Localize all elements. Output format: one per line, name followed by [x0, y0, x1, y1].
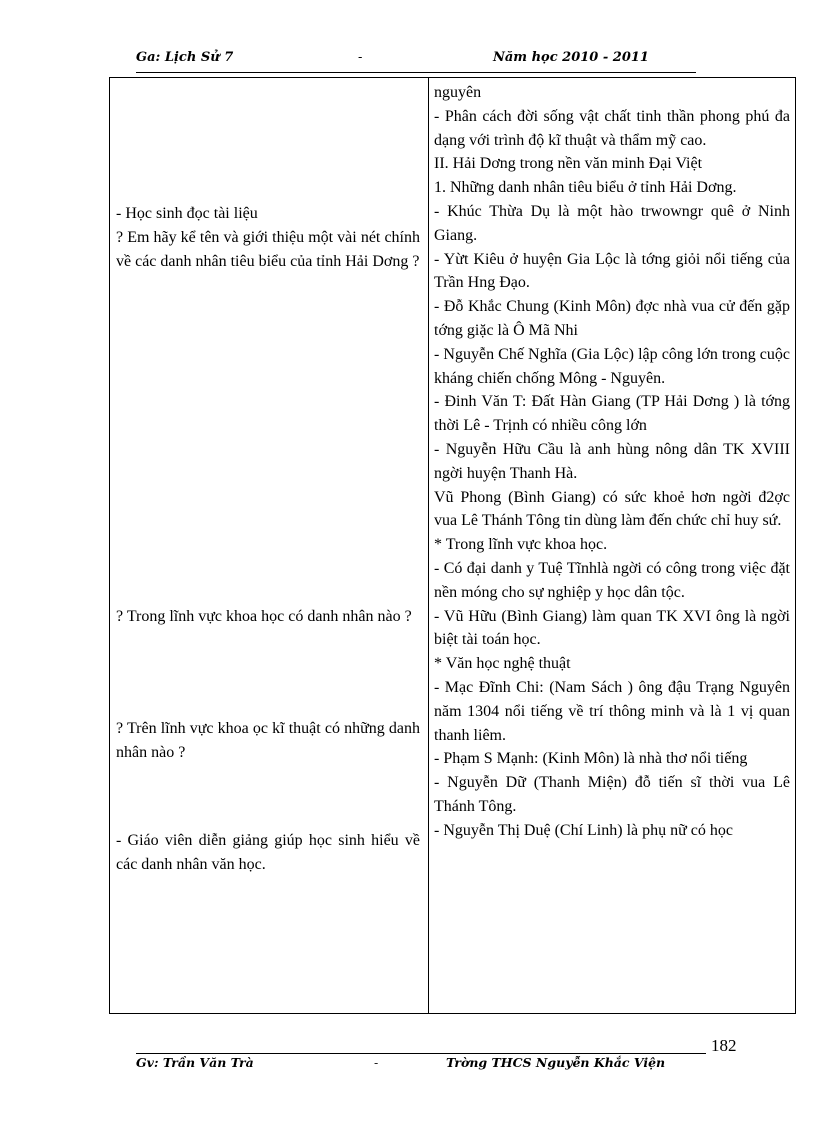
right-item: - Vũ Hữu (Bình Giang) làm quan TK XVI ông là ngời biệt tài toán học. [434, 607, 790, 649]
lesson-table [109, 77, 796, 1014]
right-item: - Khúc Thừa Dụ là một hào trwowngr quê ở Ninh Giang. [434, 202, 790, 244]
right-item: - Nguyễn Dữ (Thanh Miện) đỗ tiến sĩ thời vua Lê Thánh Tông. [434, 774, 790, 815]
left-item-question-science: ? Trong lĩnh vực khoa học có danh nhân nào ? [116, 608, 412, 626]
footer-teacher: Gv: Trần Văn Trà [136, 1055, 254, 1070]
right-item: Vũ Phong (Bình Giang) có sức khoẻ hơn ngời đ2ợc vua Lê Thánh Tông tin dùng làm đến chức chỉ huy sứ. [434, 488, 790, 530]
left-item-question-famous-people: ? Em hãy kể tên và giới thiệu một vài nét chính về các danh nhân tiêu biểu của tỉnh Hải Dơng ? [116, 228, 420, 270]
right-item: - Đỗ Khắc Chung (Kinh Môn) đợc nhà vua cử đến gặp tớng giặc là Ô Mã Nhi [434, 298, 790, 339]
header-separator: - [358, 50, 363, 65]
right-item: - Phạm S Mạnh: (Kinh Môn) là nhà thơ nổi tiếng [434, 750, 748, 768]
right-item: - Nguyễn Thị Duệ (Chí Linh) là phụ nữ có học [434, 821, 733, 839]
right-item-section-heading: II. Hải Dơng trong nền văn minh Đại Việt [434, 155, 703, 173]
right-item: - Nguyễn Chế Nghĩa (Gia Lộc) lập công lớn trong cuộc kháng chiến chống Mông - Nguyên. [434, 345, 790, 387]
right-item: - Đinh Văn T: Đất Hàn Giang (TP Hải Dơng ) là tớng thời Lê - Trịnh có nhiều công lớn [434, 393, 790, 435]
left-item-read-material: - Học sinh đọc tài liệu [116, 205, 258, 222]
page-header [136, 48, 696, 73]
header-subject: Ga: Lịch Sử 7 [136, 50, 234, 65]
right-item: - Mạc Đĩnh Chi: (Nam Sách ) ông đậu Trạng Nguyên năm 1304 nổi tiếng về trí thông minh và là 1 vị quan thanh liêm. [434, 678, 790, 744]
teacher-student-activity-column [116, 202, 420, 876]
header-school-year: Năm học 2010 - 2011 [493, 50, 649, 65]
right-item-science-heading: * Trong lĩnh vực khoa học. [434, 536, 608, 554]
column-divider [428, 78, 429, 1013]
content-column [434, 81, 790, 843]
right-item: - Có đại danh y Tuệ Tĩnhlà ngời có công trong việc đặt nền móng cho sự nghiệp y học dân tộc. [434, 559, 790, 601]
footer-separator: - [374, 1055, 379, 1070]
page-number: 182 [711, 1036, 737, 1055]
left-item-question-technology: ? Trên lĩnh vực khoa ọc kĩ thuật có những danh nhân nào ? [116, 720, 420, 761]
left-item-teacher-explanation: - Giáo viên diễn giảng giúp học sinh hiểu về các danh nhân văn học. [116, 831, 420, 873]
footer-rule [136, 1053, 706, 1054]
footer-school: Trờng THCS Nguyễn Khắc Viện [446, 1055, 666, 1070]
right-item: - Nguyễn Hữu Cầu là anh hùng nông dân TK XVIII ngời huyện Thanh Hà. [434, 440, 790, 482]
right-item: nguyên [434, 84, 482, 101]
page-footer [136, 1055, 716, 1077]
right-item: - Phân cách đời sống vật chất tinh thần phong phú đa dạng với trình độ kĩ thuật và thẩm mỹ cao. [434, 107, 790, 149]
right-item: - Yừt Kiêu ở huyện Gia Lộc là tớng giỏi nổi tiếng của Trần Hng Đạo. [434, 250, 790, 292]
right-item-subheading: 1. Những danh nhân tiêu biểu ở tỉnh Hải Dơng. [434, 179, 737, 197]
right-item-arts-heading: * Văn học nghệ thuật [434, 655, 571, 673]
